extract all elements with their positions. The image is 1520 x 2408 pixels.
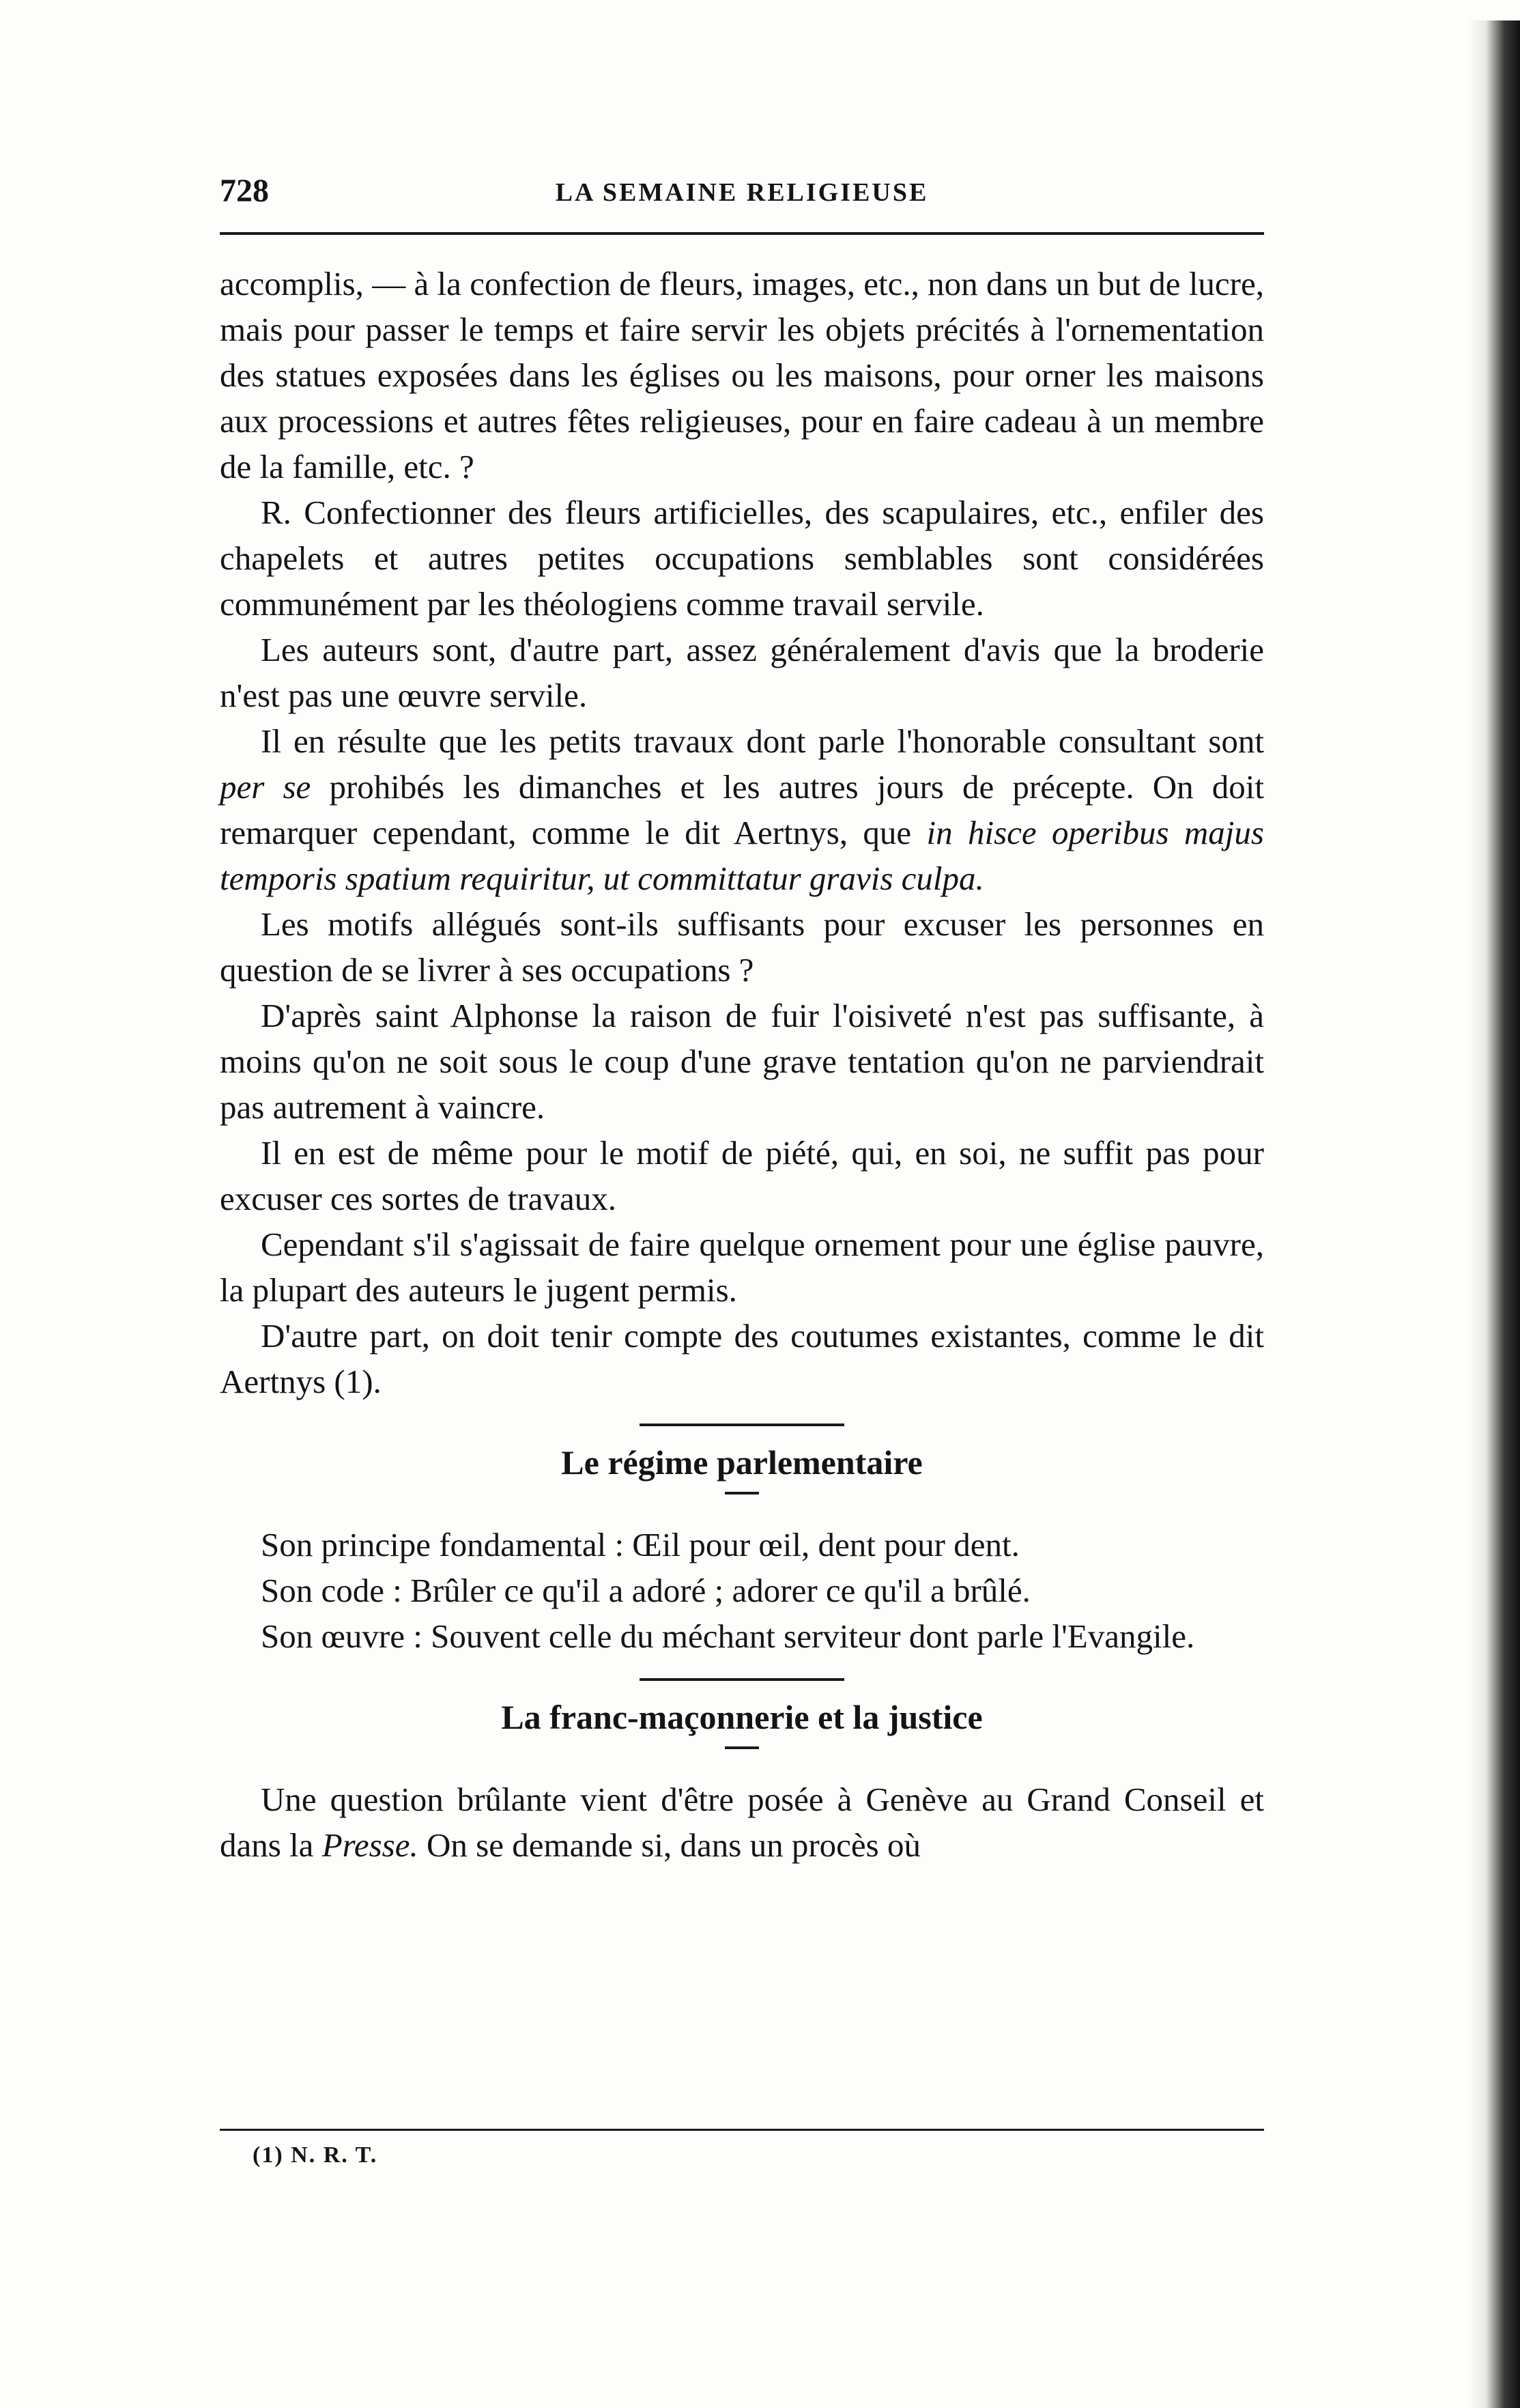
page-number: 728 — [220, 173, 269, 209]
paragraph: Les motifs allégués sont-ils suffisants pour excuser les personnes en question de se livrer à ses occupations ? — [220, 905, 1264, 989]
footnote: (1) N. R. T. — [253, 2142, 378, 2168]
running-title: LA SEMAINE RELIGIEUSE — [555, 178, 929, 207]
header-rule — [220, 232, 1264, 235]
text-run: prohibés les dimanches et les autres jours de précepte. On doit remarquer cependant, comme le dit Aertnys, que — [220, 768, 1264, 851]
section-title: Le régime parlementaire — [561, 1443, 923, 1482]
italic-text: per se — [220, 768, 311, 806]
text-run: Une question brûlante vient d'être posée à Genève au Grand Conseil et dans la — [220, 1781, 1264, 1864]
section-separator — [640, 1678, 844, 1681]
paragraph — [220, 718, 1264, 901]
paragraph: Les auteurs sont, d'autre part, assez généralement d'avis que la broderie n'est pas une œuvre servile. — [220, 631, 1264, 714]
title-dash — [725, 1492, 759, 1495]
paragraph: Son œuvre : Souvent celle du méchant serviteur dont parle l'Evangile. — [261, 1617, 1195, 1655]
title-dash — [725, 1746, 759, 1749]
paragraph: D'autre part, on doit tenir compte des coutumes existantes, comme le dit Aertnys (1). — [220, 1317, 1264, 1400]
italic-text: Presse. — [321, 1826, 418, 1864]
text-run: Il en résulte que les petits travaux dont parle l'honorable consultant sont — [261, 722, 1264, 760]
page-binding-edge — [1467, 20, 1520, 2408]
paragraph: R. Confectionner des fleurs artificielles, des scapulaires, etc., enfiler des chapelets et autres petites occupations semblables sont considérées communément par les théologiens comme travail servile. — [220, 494, 1264, 623]
section-title: La franc-maçonnerie et la justice — [501, 1698, 983, 1736]
section-separator — [640, 1423, 844, 1426]
paragraph: D'après saint Alphonse la raison de fuir l'oisiveté n'est pas suffisante, à moins qu'on ne soit sous le coup d'une grave tentation qu'on ne parviendrait pas autrement à vaincre. — [220, 997, 1264, 1126]
paragraph — [220, 1776, 1264, 1868]
body-text — [220, 261, 1264, 1868]
paragraph: Son code : Brûler ce qu'il a adoré ; adorer ce qu'il a brûlé. — [261, 1572, 1031, 1609]
page-header — [220, 172, 1264, 220]
paragraph: Il en est de même pour le motif de piété, qui, en soi, ne suffit pas pour excuser ces sortes de travaux. — [220, 1134, 1264, 1217]
latin-quote: in hisce operibus majus temporis spatium requiritur, ut committatur gravis culpa. — [220, 814, 1264, 897]
paragraph: accomplis, — à la confection de fleurs, images, etc., non dans un but de lucre, mais pour passer le temps et faire servir les objets précités à l'ornementation des statues exposées dans les églises ou les maisons, pour orner les maisons aux processions et autres fêtes religieuses, pour en faire cadeau à un membre de la famille, etc. ? — [220, 265, 1264, 485]
paragraph: Son principe fondamental : Œil pour œil, dent pour dent. — [261, 1526, 1020, 1563]
footnote-rule — [220, 2129, 1264, 2131]
paragraph: Cependant s'il s'agissait de faire quelque ornement pour une église pauvre, la plupart des auteurs le jugent permis. — [220, 1226, 1264, 1309]
text-run: On se demande si, dans un procès où — [418, 1826, 921, 1864]
